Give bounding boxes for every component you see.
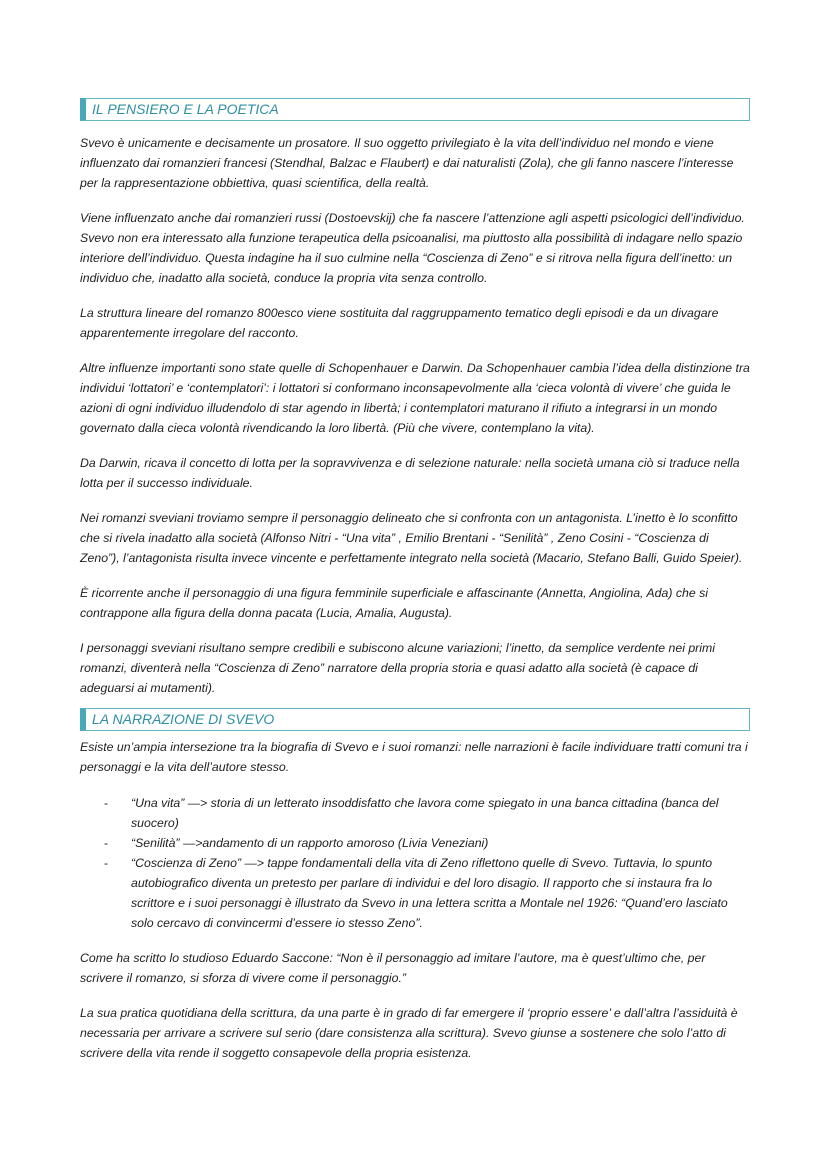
paragraph: La sua pratica quotidiana della scrittura, da una parte è in grado di far emergere il ‘proprio essere’ e dall’altra l’assiduità è necessaria per arrivare a scrivere sul serio (dare consistenza alla scrittura). Svevo giunse a sostenere che solo l’atto di scrivere della vita rende il soggetto consapevole della propria esistenza. bbox=[80, 1006, 738, 1060]
document-content bbox=[80, 98, 750, 1063]
list-item bbox=[80, 853, 750, 933]
dash-bullet: - bbox=[104, 796, 109, 810]
paragraph: Altre influenze importanti sono state quelle di Schopenhauer e Darwin. Da Schopenhauer cambia l’idea della distinzione tra individui ‘lottatori’ e ‘contemplatori’: i lottatori si conformano inconsapevolmente alla ‘cieca volontà di vivere’ che guida le azioni di ogni individuo illudendolo di star agendo in libertà; i contemplatori maturano il rifiuto a integrarsi in un mondo governato dalla cieca volontà rivendicando la loro libertà. (Più che vivere, contemplano la vita). bbox=[80, 361, 750, 435]
section-heading-pensiero: IL PENSIERO E LA POETICA bbox=[80, 98, 750, 121]
paragraph: La struttura lineare del romanzo 800esco viene sostituita dal raggruppamento tematico degli episodi e da un divagare apparentemente irregolare del racconto. bbox=[80, 306, 719, 340]
list-item-text: “Coscienza di Zeno” —> tappe fondamentali della vita di Zeno riflettono quelle di Svevo. Tuttavia, lo spunto autobiografico diventa un pretesto per parlare di individui e del loro disagio. Il rapporto che si instaura fra lo scrittore e i suoi personaggi è illustrato da Svevo in una lettera scritta a Montale nel 1926: “Quand’ero lasciato solo cercavo di convincermi d’essere io stesso Zeno”. bbox=[131, 856, 728, 930]
list-item bbox=[80, 793, 750, 833]
paragraph: Esiste un’ampia intersezione tra la biografia di Svevo e i suoi romanzi: nelle narrazioni è facile individuare tratti comuni tra i personaggi e la vita dell’autore stesso. bbox=[80, 740, 748, 774]
list-item-text: “Una vita” —> storia di un letterato insoddisfatto che lavora come spiegato in una banca cittadina (banca del suocero) bbox=[131, 796, 719, 830]
paragraph: Nei romanzi sveviani troviamo sempre il personaggio delineato che si confronta con un antagonista. L’inetto è lo sconfitto che si rivela inadatto alla società (Alfonso Nitri - “Una vita” , Emilio Brentani - “Senilità” , Zeno Cosini - “Coscienza di Zeno”), l’antagonista risulta invece vincente e perfettamente integrato nella società (Macario, Stefano Balli, Guido Speier). bbox=[80, 511, 743, 565]
paragraph: Da Darwin, ricava il concetto di lotta per la sopravvivenza e di selezione naturale: nella società umana ciò si traduce nella lotta per il successo individuale. bbox=[80, 456, 740, 490]
list-item bbox=[80, 833, 750, 853]
section-heading-narrazione: LA NARRAZIONE DI SVEVO bbox=[80, 708, 750, 731]
paragraph: I personaggi sveviani risultano sempre credibili e subiscono alcune variazioni; l’inetto, da semplice verdente nei primi romanzi, diventerà nella “Coscienza di Zeno” narratore della propria storia e quasi adatto alla società (è capace di adeguarsi ai mutamenti). bbox=[80, 641, 715, 695]
paragraph: Viene influenzato anche dai romanzieri russi (Dostoevskij) che fa nascere l’attenzione agli aspetti psicologici dell’individuo. Svevo non era interessato alla funzione terapeutica della psicoanalisi, ma piuttosto alla possibilità di indagare nello spazio interiore dell’individuo. Questa indagine ha il suo culmine nella “Coscienza di Zeno” e si ritrova nella figura dell’inetto: un individuo che, inadatto alla società, conduce la propria vita senza controllo. bbox=[80, 211, 745, 285]
paragraph: Svevo è unicamente e decisamente un prosatore. Il suo oggetto privilegiato è la vita dell’individuo nel mondo e viene influenzato dai romanzieri francesi (Stendhal, Balzac e Flaubert) e dai naturalisti (Zola), che gli fanno nascere l’interesse per la rappresentazione obbiettiva, quasi scientifica, della realtà. bbox=[80, 136, 734, 190]
dash-bullet: - bbox=[104, 836, 109, 850]
paragraph: Come ha scritto lo studioso Eduardo Saccone: “Non è il personaggio ad imitare l’autore, ma è quest’ultimo che, per scrivere il romanzo, si sforza di vivere come il personaggio.” bbox=[80, 951, 706, 985]
paragraph: È ricorrente anche il personaggio di una figura femminile superficiale e affascinante (Annetta, Angiolina, Ada) che si contrappone alla figura della donna pacata (Lucia, Amalia, Augusta). bbox=[80, 586, 708, 620]
list-item-text: “Senilità” —>andamento di un rapporto amoroso (Livia Veneziani) bbox=[131, 836, 489, 850]
dash-bullet: - bbox=[104, 856, 109, 870]
bullet-list bbox=[80, 793, 750, 933]
